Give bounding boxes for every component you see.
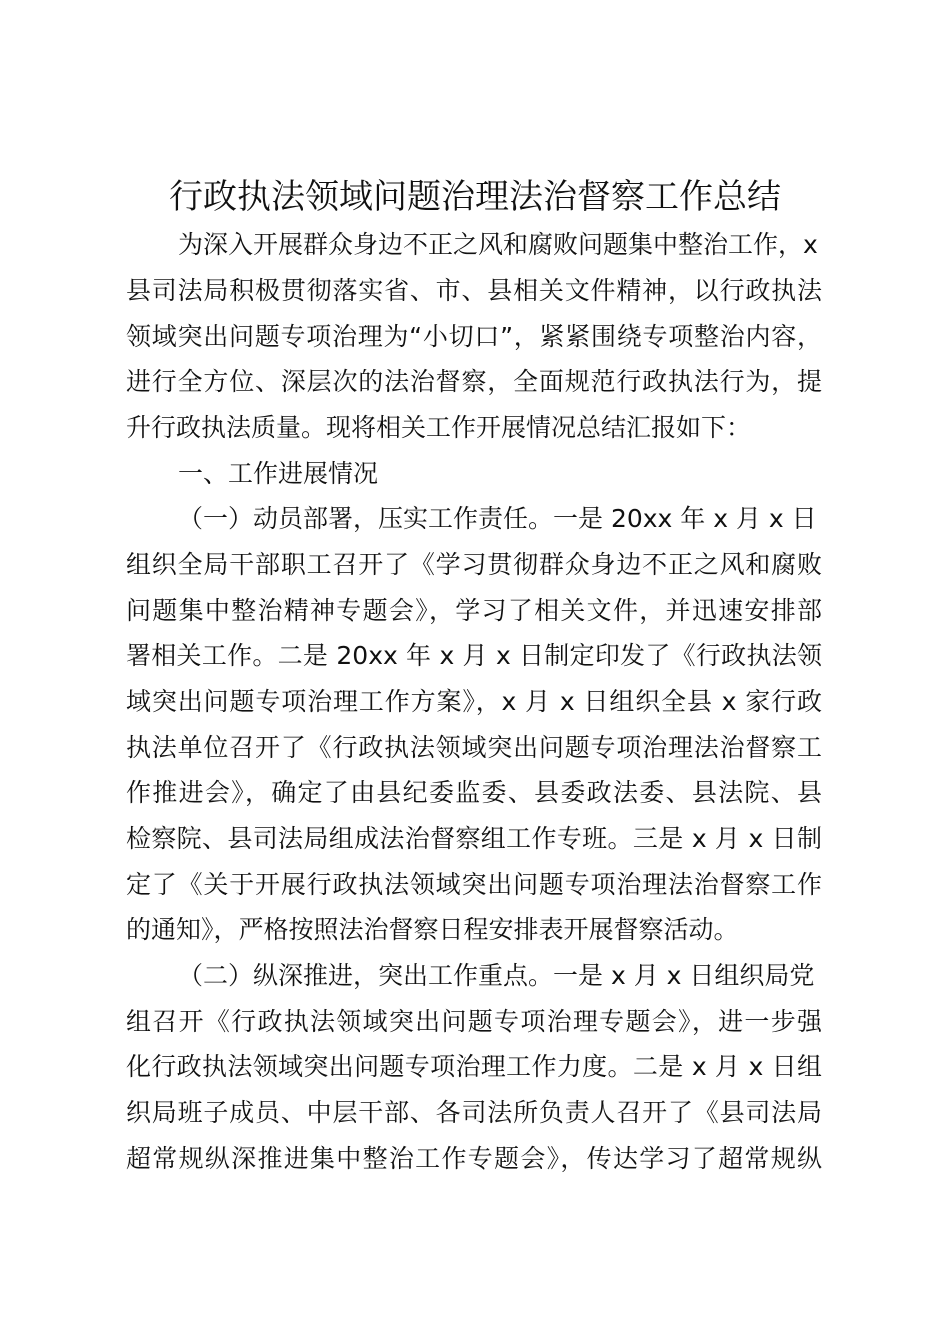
paragraph-line: 化行政执法领域突出问题专项治理工作力度。二是 x 月 x 日组 [126,1052,822,1081]
paragraph-line: 超常规纵深推进集中整治工作专题会》，传达学习了超常规纵 [126,1144,822,1173]
paragraph-line: 织局班子成员、中层干部、各司法所负责人召开了《县司法局 [126,1098,822,1127]
paragraph-line: 问题集中整治精神专题会》，学习了相关文件，并迅速安排部 [126,596,822,625]
paragraph-line: 域突出问题专项治理工作方案》，x 月 x 日组织全县 x 家行政 [126,687,822,716]
paragraph-line: 执法单位召开了《行政执法领域突出问题专项治理法治督察工 [126,733,822,762]
paragraph-line: 组召开《行政执法领域突出问题专项治理专题会》，进一步强 [126,1007,822,1036]
paragraph-line: 组织全局干部职工召开了《学习贯彻群众身边不正之风和腐败 [126,550,822,579]
section-heading: 一、工作进展情况 [178,459,379,488]
paragraph-line: 的通知》，严格按照法治督察日程安排表开展督察活动。 [126,915,739,944]
paragraph-line: 为深入开展群众身边不正之风和腐败问题集中整治工作，x [178,230,818,259]
paragraph-line: 检察院、县司法局组成法治督察组工作专班。三是 x 月 x 日制 [126,824,822,853]
document-title: 行政执法领域问题治理法治督察工作总结 [169,177,781,217]
paragraph-line: 作推进会》，确定了由县纪委监委、县委政法委、县法院、县 [126,778,822,807]
paragraph-line: 定了《关于开展行政执法领域突出问题专项治理法治督察工作 [126,870,822,899]
paragraph-line: 进行全方位、深层次的法治督察，全面规范行政执法行为，提 [126,367,822,396]
paragraph-line: 升行政执法质量。现将相关工作开展情况总结汇报如下： [126,413,752,442]
paragraph-line: （二）纵深推进，突出工作重点。一是 x 月 x 日组织局党 [178,961,815,990]
paragraph-line: 县司法局积极贯彻落实省、市、县相关文件精神，以行政执法 [126,276,822,305]
paragraph-line: 署相关工作。二是 20xx 年 x 月 x 日制定印发了《行政执法领 [126,641,822,670]
paragraph-line: 领域突出问题专项治理为“小切口”，紧紧围绕专项整治内容， [126,322,822,351]
paragraph-line: （一）动员部署，压实工作责任。一是 20xx 年 x 月 x 日 [178,504,817,533]
